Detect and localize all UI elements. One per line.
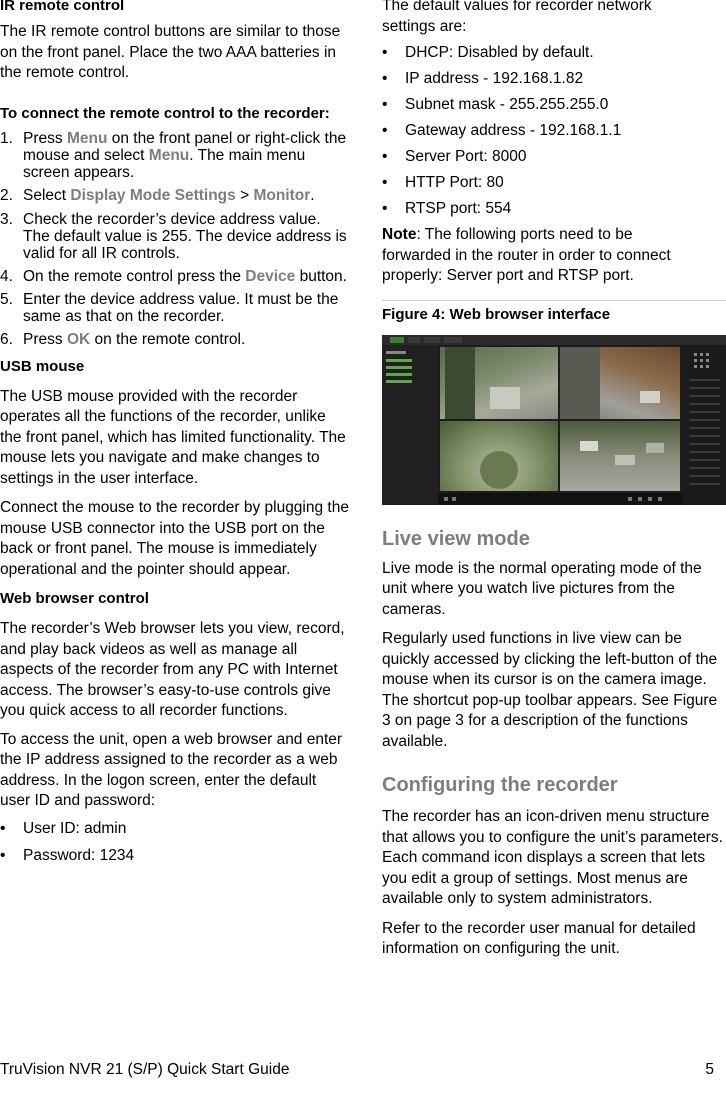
configuring-text-2: Refer to the recorder user manual for detailed information on configuring the unit. bbox=[382, 919, 696, 957]
figure-camera-list bbox=[382, 345, 438, 505]
note-paragraph: Note: The following ports need to be forwarded in the router in order to connect properly: Server port and RTSP port. bbox=[382, 226, 671, 284]
bullet-item: • DHCP: Disabled by default. bbox=[382, 44, 594, 61]
footer-page-number: 5 bbox=[705, 1061, 714, 1078]
step-item: 5. Enter the device address value. It must be the same as that on the recorder. bbox=[0, 290, 339, 325]
usb-mouse-heading: USB mouse bbox=[0, 357, 85, 375]
login-bullets bbox=[0, 819, 350, 866]
live-view-text-1: Live mode is the normal operating mode of the unit where you watch live pictures from the cameras. bbox=[382, 559, 702, 618]
monitor-keyword: Monitor bbox=[253, 186, 311, 204]
web-browser-text-1: The recorder’s Web browser lets you view, record, and play back videos as well as manage all aspects of the recorder from any PC with Internet access. The browser’s easy-to-use controls give you quick access to all recorder functions. bbox=[0, 620, 345, 719]
camera-tile-4 bbox=[560, 421, 680, 491]
menu-keyword: Menu bbox=[148, 146, 190, 164]
web-browser-interface-figure bbox=[382, 335, 726, 505]
left-column bbox=[0, 0, 350, 866]
step-item: 6. Press OK on the remote control. bbox=[0, 330, 246, 348]
display-mode-keyword: Display Mode Settings bbox=[70, 186, 236, 204]
figure-bottom-toolbar bbox=[438, 493, 682, 505]
bullet-item: • Server Port: 8000 bbox=[382, 148, 527, 165]
camera-tile-3 bbox=[440, 421, 558, 491]
right-column bbox=[382, 0, 726, 960]
live-view-text-2: Regularly used functions in live view can be quickly accessed by clicking the left-button of the mouse when its cursor is on the camera image. The shortcut pop-up toolbar appears. See Figure 3 on page 3 for a description of the functions available. bbox=[382, 630, 718, 750]
bullet-item: • Gateway address - 192.168.1.1 bbox=[382, 122, 622, 139]
divider bbox=[382, 300, 726, 301]
bullet-item: • User ID: admin bbox=[0, 819, 127, 837]
network-intro: The default values for recorder network settings are: bbox=[382, 0, 652, 35]
step-item: 4. On the remote control press the Device button. bbox=[0, 267, 347, 285]
bullet-item: • IP address - 192.168.1.82 bbox=[382, 70, 584, 87]
web-browser-text-2: To access the unit, open a web browser and enter the IP address assigned to the recorder as a web address. In the logon screen, enter the default user ID and password: bbox=[0, 730, 343, 809]
step-item: 1. Press Menu on the front panel or right-click the mouse and select Menu. The main menu screen appears. bbox=[0, 129, 347, 181]
camera-tile-2 bbox=[560, 347, 680, 419]
figure-top-bar bbox=[382, 335, 726, 345]
ir-remote-heading: IR remote control bbox=[0, 0, 125, 14]
network-bullets bbox=[382, 43, 726, 219]
usb-mouse-text-1: The USB mouse provided with the recorder operates all the functions of the recorder, unlike the front panel, which has limited functionality. The mouse lets you navigate and make changes to settings in the user interface. bbox=[0, 387, 346, 487]
step-item: 2. Select Display Mode Settings > Monitor. bbox=[0, 186, 315, 204]
web-browser-heading: Web browser control bbox=[0, 590, 149, 607]
note-label: Note bbox=[382, 226, 417, 243]
bullet-item: • HTTP Port: 80 bbox=[382, 174, 504, 191]
live-view-heading: Live view mode bbox=[382, 527, 530, 550]
step-item: 3. Check the recorder’s device address value. The default value is 255. The device address is valid for all IR controls. bbox=[0, 210, 347, 262]
figure-caption: Figure 4: Web browser interface bbox=[382, 305, 611, 323]
footer-guide-title: TruVision NVR 21 (S/P) Quick Start Guide bbox=[0, 1061, 290, 1078]
configuring-text-1: The recorder has an icon-driven menu structure that allows you to configure the unit’s parameters. Each command icon displays a screen that lets you edit a group of settings. Most menus are available only to system administrators. bbox=[382, 808, 723, 907]
ok-keyword: OK bbox=[66, 330, 91, 348]
bullet-item: • RTSP port: 554 bbox=[382, 200, 512, 217]
menu-keyword: Menu bbox=[66, 129, 108, 147]
connect-steps-list bbox=[0, 130, 350, 348]
usb-mouse-text-2: Connect the mouse to the recorder by plugging the mouse USB connector into the USB port on the back or front panel. The mouse is immediately operational and the pointer should appear. bbox=[0, 499, 349, 578]
device-keyword: Device bbox=[245, 267, 296, 285]
figure-ptz-panel bbox=[682, 345, 726, 505]
camera-tile-1 bbox=[440, 347, 558, 419]
configuring-heading: Configuring the recorder bbox=[382, 774, 618, 796]
bullet-item: • Password: 1234 bbox=[0, 846, 135, 864]
ir-remote-text: The IR remote control buttons are similar to those on the front panel. Place the two AAA batteries in the remote control. bbox=[0, 23, 341, 81]
bullet-item: • Subnet mask - 255.255.255.0 bbox=[382, 96, 609, 113]
connect-remote-heading: To connect the remote control to the recorder: bbox=[0, 104, 330, 122]
